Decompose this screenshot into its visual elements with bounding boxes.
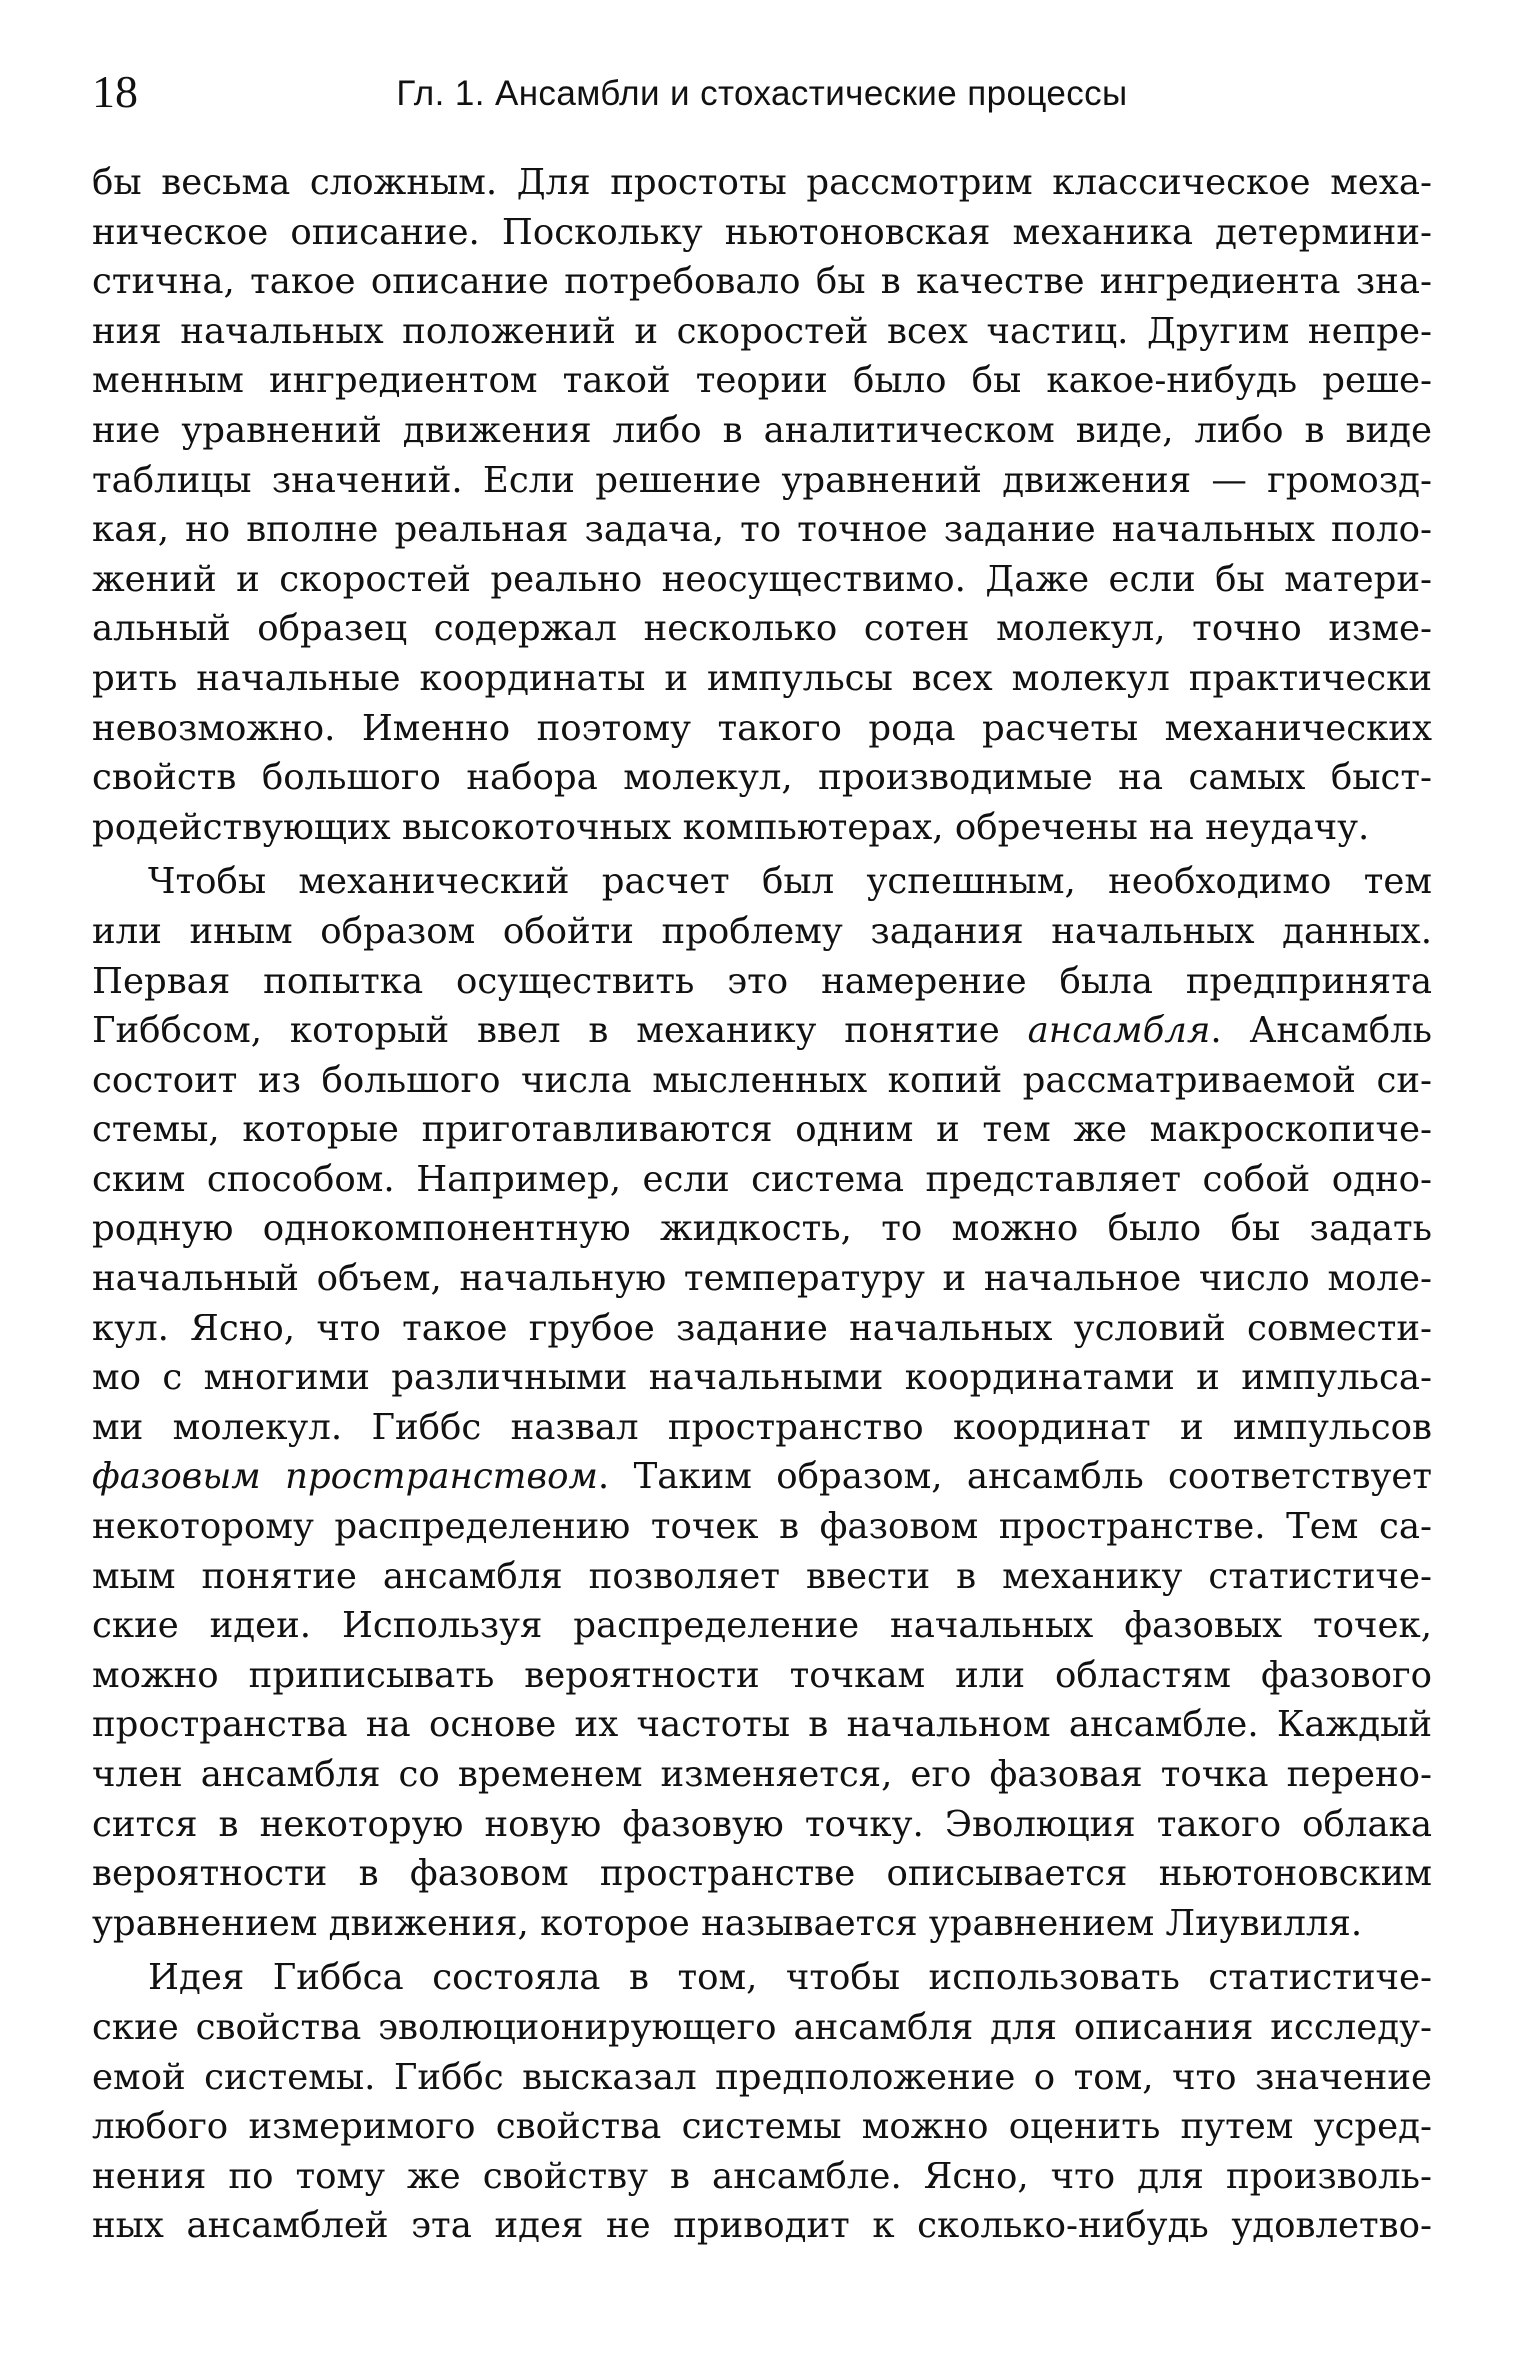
text-line: родействующих высокоточных компьютерах, обречены на неудачу. xyxy=(92,806,1370,848)
text-line: бы весьма сложным. Для простоты рассмотрим классическое меха- xyxy=(92,162,1432,203)
text-segment: . Таким образом, ансамбль соответствует xyxy=(597,1456,1432,1498)
text-line: ние уравнений движения либо в аналитическом виде, либо в виде xyxy=(92,409,1432,451)
text-line: кул. Ясно, что такое грубое задание начальных условий совмести- xyxy=(92,1307,1432,1349)
text-line: сится в некоторую новую фазовую точку. Эволюция такого облака xyxy=(92,1803,1432,1845)
text-line: кая, но вполне реальная задача, то точное задание начальных поло- xyxy=(92,509,1432,551)
text-line: Чтобы механический расчет был успешным, необходимо тем xyxy=(148,861,1432,903)
text-line: вероятности в фазовом пространстве описывается ньютоновским xyxy=(92,1853,1432,1895)
text-line: член ансамбля со временем изменяется, его фазовая точка перено- xyxy=(92,1754,1432,1795)
italic-term: фазовым пространством xyxy=(92,1456,598,1498)
text-line: жений и скоростей реально неосуществимо. Даже если бы матери- xyxy=(92,558,1432,600)
text-line: начальный объем, начальную температуру и начальное число моле- xyxy=(92,1258,1432,1300)
text-line: таблицы значений. Если решение уравнений движения — громозд- xyxy=(92,459,1432,501)
paragraph-2 xyxy=(92,857,1432,1948)
text-line: ские идеи. Используя распределение начальных фазовых точек, xyxy=(92,1605,1432,1647)
text-line: некоторому распределению точек в фазовом пространстве. Тем са- xyxy=(92,1506,1432,1548)
text-line-with-term xyxy=(92,1452,1432,1502)
text-line: менным ингредиентом такой теории было бы какое-нибудь реше- xyxy=(92,360,1432,402)
running-head xyxy=(92,62,1432,122)
text-line: можно приписывать вероятности точкам или областям фазового xyxy=(92,1654,1432,1696)
paragraph-1 xyxy=(92,158,1432,852)
running-title: Гл. 1. Ансамбли и стохастические процессы xyxy=(396,74,1128,113)
text-line: пространства на основе их частоты в начальном ансамбле. Каждый xyxy=(92,1704,1432,1746)
body-text xyxy=(92,158,1432,2251)
page-number: 18 xyxy=(92,66,138,117)
text-line: мым понятие ансамбля позволяет ввести в механику статистиче- xyxy=(92,1555,1432,1597)
text-line: ми молекул. Гиббс назвал пространство координат и импульсов xyxy=(92,1406,1432,1448)
text-line: ским способом. Например, если система представляет собой одно- xyxy=(92,1158,1432,1200)
text-line: ния начальных положений и скоростей всех частиц. Другим непре- xyxy=(92,310,1432,352)
italic-term: ансамбля xyxy=(1027,1010,1211,1052)
text-line: емой системы. Гиббс высказал предположение о том, что значение xyxy=(92,2056,1432,2098)
text-line: Идея Гиббса состояла в том, чтобы использовать статистиче- xyxy=(148,1957,1432,1999)
text-line: стемы, которые приготавливаются одним и тем же макроскопиче- xyxy=(92,1109,1432,1151)
text-line: стична, такое описание потребовало бы в качестве ингредиента зна- xyxy=(92,261,1432,303)
text-line: нения по тому же свойству в ансамбле. Ясно, что для произволь- xyxy=(92,2155,1432,2197)
text-line: уравнением движения, которое называется уравнением Лиувилля. xyxy=(92,1902,1363,1944)
text-line: Первая попытка осуществить это намерение была предпринята xyxy=(92,960,1432,1002)
text-segment: . Ансамбль xyxy=(1210,1010,1432,1052)
text-line: или иным образом обойти проблему задания начальных данных. xyxy=(92,910,1432,952)
paragraph-3 xyxy=(92,1953,1432,2251)
text-line: рить начальные координаты и импульсы всех молекул практически xyxy=(92,657,1432,699)
text-line: свойств большого набора молекул, производимые на самых быст- xyxy=(92,757,1432,799)
text-line: невозможно. Именно поэтому такого рода расчеты механических xyxy=(92,707,1432,749)
text-line: ническое описание. Поскольку ньютоновская механика детермини- xyxy=(92,211,1432,253)
text-line: мо с многими различными начальными координатами и импульса- xyxy=(92,1357,1432,1399)
text-segment: Гиббсом, который ввел в механику понятие xyxy=(92,1010,1028,1052)
text-line: состоит из большого числа мысленных копий рассматриваемой си- xyxy=(92,1059,1432,1101)
text-line: альный образец содержал несколько сотен молекул, точно изме- xyxy=(92,608,1432,650)
text-line: родную однокомпонентную жидкость, то можно было бы задать xyxy=(92,1208,1432,1250)
text-line: любого измеримого свойства системы можно оценить путем усред- xyxy=(92,2106,1432,2148)
text-line: ных ансамблей эта идея не приводит к сколько-нибудь удовлетво- xyxy=(92,2205,1432,2247)
text-line-with-term xyxy=(92,1006,1432,1056)
text-line: ские свойства эволюционирующего ансамбля для описания исследу- xyxy=(92,2006,1432,2048)
